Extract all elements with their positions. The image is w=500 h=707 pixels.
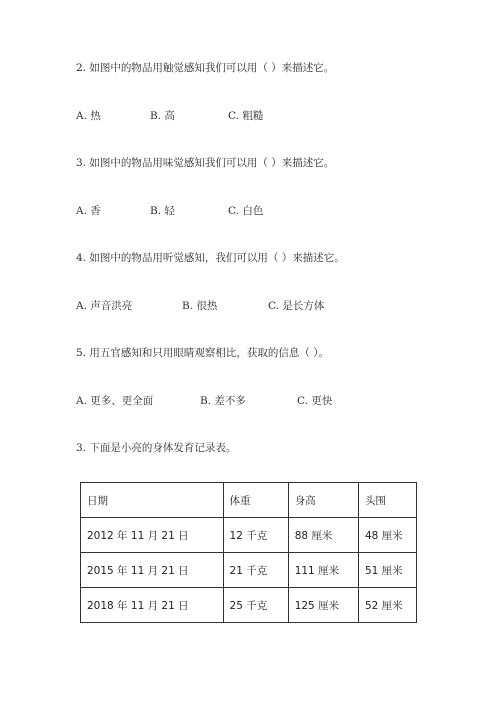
question-3-stem: 3. 如图中的物品用味觉感知我们可以用（ ）来描述它。 — [76, 157, 335, 169]
header-weight: 体重 — [223, 483, 288, 518]
question-4-option-b[interactable]: B. 很热 — [182, 300, 218, 312]
cell-height: 111 厘米 — [288, 553, 358, 588]
question-3-option-a[interactable]: A. 香 — [76, 205, 101, 217]
cell-weight: 12 千克 — [223, 518, 288, 553]
cell-weight: 21 千克 — [223, 553, 288, 588]
question-3-option-c[interactable]: C. 白色 — [228, 205, 264, 217]
question-5-option-b[interactable]: B. 差不多 — [200, 395, 246, 407]
cell-date: 2015 年 11 月 21 日 — [81, 553, 224, 588]
cell-weight: 25 千克 — [223, 588, 288, 623]
question-2-option-a[interactable]: A. 热 — [76, 110, 101, 122]
question-5-option-c[interactable]: C. 更快 — [297, 395, 333, 407]
question-4-stem: 4. 如图中的物品用听觉感知，我们可以用（ ）来描述它。 — [76, 252, 345, 264]
cell-head-circumference: 51 厘米 — [358, 553, 416, 588]
cell-head-circumference: 52 厘米 — [358, 588, 416, 623]
question-3-option-b[interactable]: B. 轻 — [150, 205, 175, 217]
cell-head-circumference: 48 厘米 — [358, 518, 416, 553]
table-row — [81, 518, 417, 553]
question-2-option-c[interactable]: C. 粗糙 — [228, 110, 264, 122]
cell-height: 88 厘米 — [288, 518, 358, 553]
question-4-option-a[interactable]: A. 声音洪亮 — [76, 300, 133, 312]
question-2-stem: 2. 如图中的物品用触觉感知我们可以用（ ）来描述它。 — [76, 62, 335, 74]
section-3-title: 3. 下面是小亮的身体发育记录表。 — [76, 442, 237, 454]
header-head-circumference: 头围 — [358, 483, 416, 518]
cell-date: 2012 年 11 月 21 日 — [81, 518, 224, 553]
question-2-option-b[interactable]: B. 高 — [150, 110, 175, 122]
table-header-row — [81, 483, 417, 518]
question-4-option-c[interactable]: C. 是长方体 — [268, 300, 325, 312]
table-row — [81, 553, 417, 588]
question-5-option-a[interactable]: A. 更多、更全面 — [76, 395, 154, 407]
header-date: 日期 — [81, 483, 224, 518]
header-height: 身高 — [288, 483, 358, 518]
cell-date: 2018 年 11 月 21 日 — [81, 588, 224, 623]
cell-height: 125 厘米 — [288, 588, 358, 623]
growth-record-table — [80, 482, 417, 623]
question-5-stem: 5. 用五官感知和只用眼睛观察相比，获取的信息（ ）。 — [76, 347, 329, 359]
table-row — [81, 588, 417, 623]
